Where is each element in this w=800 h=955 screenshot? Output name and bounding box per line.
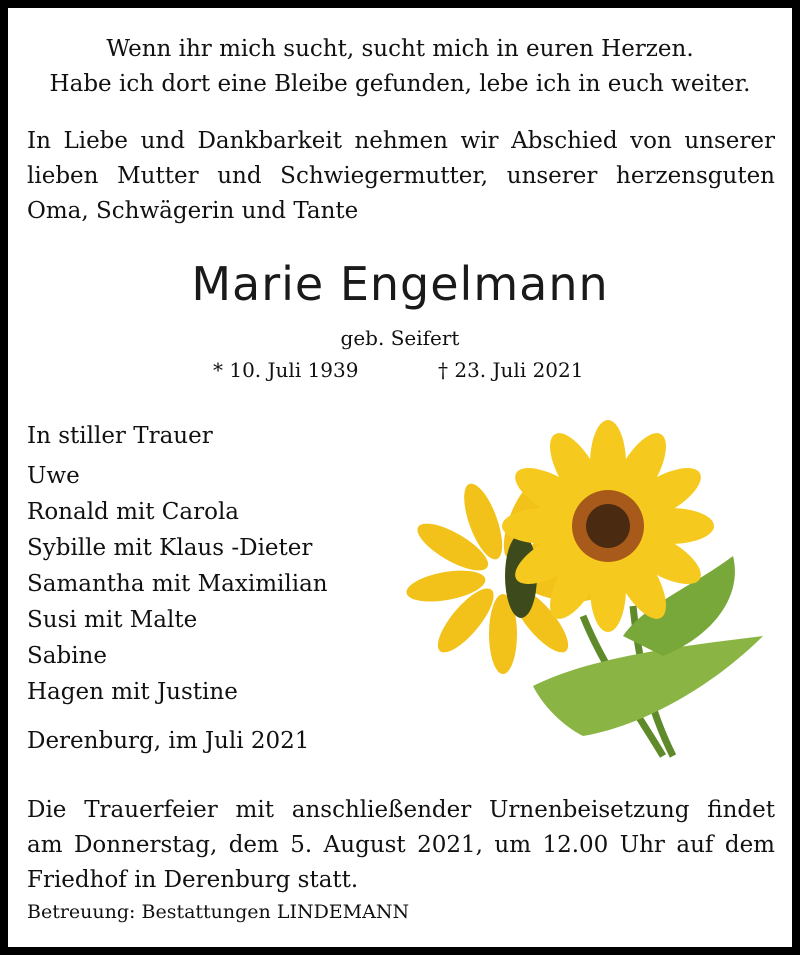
poem-line-2: Habe ich dort eine Bleibe gefunden, lebe ich in euch weiter. <box>49 71 751 97</box>
mourner-item: Susi mit Malte <box>27 607 198 633</box>
mourner-item: Sabine <box>27 643 107 669</box>
birth-date: * 10. Juli 1939 <box>213 358 359 382</box>
mourner-item: Ronald mit Carola <box>27 499 240 525</box>
funeral-info <box>27 793 775 898</box>
poem <box>8 32 792 102</box>
mourners-heading: In stiller Trauer <box>27 423 213 449</box>
sunflowers-image <box>393 406 763 766</box>
obituary-notice <box>8 8 792 947</box>
mourner-item: Samantha mit Maximilian <box>27 571 328 597</box>
mourners-list <box>27 458 328 710</box>
birth-name: geb. Seifert <box>340 326 460 350</box>
intro-text <box>27 124 775 229</box>
intro-line-3: Oma, Schwägerin und Tante <box>27 198 359 224</box>
deceased-name: Marie Engelmann <box>191 257 609 311</box>
poem-line-1: Wenn ihr mich sucht, sucht mich in euren Herzen. <box>106 36 694 62</box>
leaf <box>533 636 763 736</box>
place-and-date: Derenburg, im Juli 2021 <box>27 728 310 754</box>
funeral-line-2: am Donnerstag, dem 5. August 2021, um 12.00 Uhr auf dem <box>27 832 775 858</box>
funeral-line-3: Friedhof in Derenburg statt. <box>27 867 359 893</box>
intro-line-2: lieben Mutter und Schwiegermutter, unserer herzensguten <box>27 163 775 189</box>
undertaker-credit: Betreuung: Bestattungen LINDEMANN <box>27 901 410 923</box>
funeral-line-1: Die Trauerfeier mit anschließender Urnenbeisetzung findet <box>27 797 775 823</box>
intro-line-1: In Liebe und Dankbarkeit nehmen wir Abschied von unserer <box>27 128 775 154</box>
mourner-item: Uwe <box>27 463 80 489</box>
death-date: † 23. Juli 2021 <box>438 358 584 382</box>
mourner-item: Hagen mit Justine <box>27 679 238 705</box>
mourner-item: Sybille mit Klaus -Dieter <box>27 535 313 561</box>
